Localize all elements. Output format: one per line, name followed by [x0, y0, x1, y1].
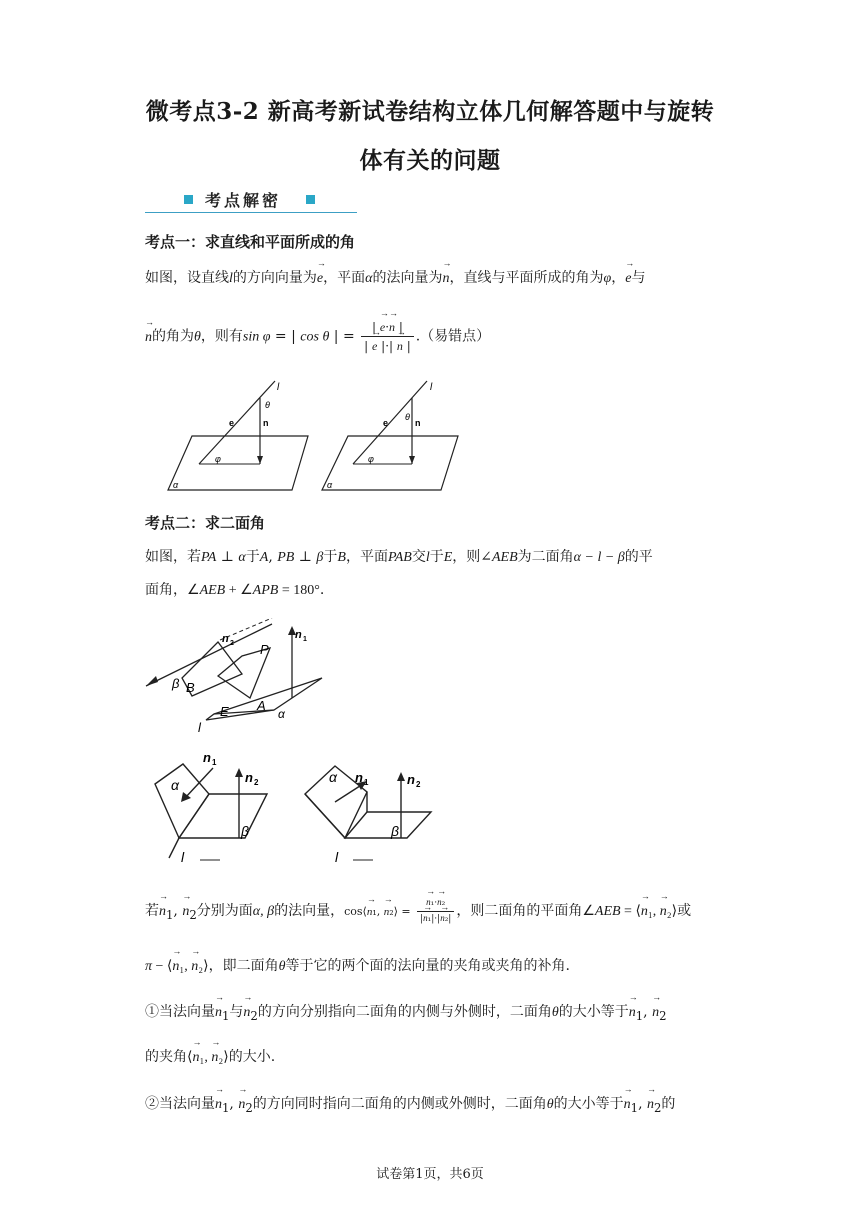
svg-text:2: 2	[230, 640, 234, 647]
svg-text:n: n	[203, 750, 211, 765]
paragraph-3-line-1: 若→ $n_1$, → $n_2$分别为面α, β的法向量，cos⟨→ n₁, → n₂⟩ = → $\frac{\text{n₁·→ n₂}}{\text{|→ n₁|·|→ n₂|}}$ ，则二面角的平面角∠AEB = ⟨→ n₁, → n₂⟩或	[145, 896, 725, 926]
svg-text:1: 1	[364, 778, 369, 787]
svg-text:l: l	[430, 382, 433, 393]
section-banner-underline	[145, 212, 357, 213]
svg-text:E: E	[220, 704, 229, 719]
svg-text:n: n	[245, 770, 253, 785]
svg-text:β: β	[241, 823, 249, 839]
page-footer: 试卷第1页，共6页	[376, 1167, 484, 1182]
svg-text:n: n	[407, 772, 415, 787]
svg-text:l: l	[277, 382, 280, 393]
svg-text:θ: θ	[405, 412, 410, 422]
heading-point-1: 考点一：求直线和平面所成的角	[145, 233, 356, 251]
svg-text:n: n	[295, 629, 302, 641]
svg-text:1: 1	[212, 758, 217, 767]
svg-text:θ: θ	[265, 400, 270, 410]
svg-text:l: l	[198, 720, 201, 735]
svg-text:α: α	[171, 777, 179, 793]
svg-text:e: e	[383, 418, 389, 428]
svg-text:A: A	[257, 698, 266, 713]
page-title-line1: 微考点3-2 新高考新试卷结构立体几何解答题中与旋转	[145, 98, 715, 125]
banner-square-left	[184, 195, 193, 204]
banner-square-right	[306, 195, 315, 204]
paragraph-1-line-2: → n的角为θ，则有sin φ = | cos θ | = $\frac{| \to e\cdot\to n |}{| \to e |\cdot| \to n |}$ .（易错点）	[145, 318, 725, 355]
svg-text:B: B	[186, 680, 195, 695]
paragraph-2-line-2: 面角，∠AEB + ∠APB = 180°.	[145, 582, 325, 598]
svg-text:α: α	[278, 707, 285, 721]
svg-text:β: β	[172, 676, 180, 691]
figure-dihedral-angle	[142, 618, 332, 736]
svg-text:l: l	[335, 849, 339, 865]
svg-text:α: α	[329, 769, 337, 785]
svg-text:n: n	[263, 418, 269, 428]
svg-text:φ: φ	[368, 454, 374, 464]
section-banner-title: 考点解密	[205, 191, 282, 210]
heading-point-2: 考点二：求二面角	[145, 514, 266, 532]
svg-text:e: e	[229, 418, 235, 428]
svg-text:β: β	[391, 823, 399, 839]
svg-text:n: n	[355, 770, 363, 785]
paragraph-5-line-1: ②当法向量→ $n_1$, → $n_2$的方向同时指向二面角的内侧或外侧时，二面角θ的大小等于→ $n_1$, → $n_2$的	[145, 1094, 725, 1117]
svg-text:1: 1	[303, 636, 307, 643]
svg-text:2: 2	[416, 780, 421, 789]
paragraph-3-line-2: π − ⟨→ n₁, → n₂⟩，即二面角θ等于它的两个面的法向量的夹角或夹角的补角.	[145, 956, 725, 977]
svg-text:α: α	[173, 480, 179, 490]
svg-text:α: α	[327, 480, 333, 490]
svg-text:2: 2	[254, 778, 259, 787]
figure-normal-vectors	[145, 746, 445, 868]
figure-line-plane-angle	[165, 378, 465, 496]
page-title-line2: 体有关的问题	[359, 147, 501, 174]
paragraph-2-line-1: 如图，若PA ⊥ α于A, PB ⊥ β于B，平面PAB交l于E，则∠AEB为二面角α − l − β的平	[145, 549, 653, 565]
paragraph-4-line-2: 的夹角⟨→ n₁, → n₂⟩的大小.	[145, 1047, 725, 1068]
svg-text:l: l	[181, 849, 185, 865]
paragraph-1-line-1: 如图，设直线l的方向向量为→ e，平面α的法向量为→ n，直线与平面所成的角为φ，→ e与	[145, 268, 725, 289]
svg-text:n: n	[415, 418, 421, 428]
formula-fraction: $\frac{| \to e\cdot\to n |}{| \to e |\cdot| \to n |}$	[361, 318, 414, 355]
paragraph-4-line-1: ①当法向量→ $n_1$与→ $n_2$的方向分别指向二面角的内侧与外侧时，二面角θ的大小等于→ $n_1$, → $n_2$	[145, 1002, 725, 1025]
svg-text:P: P	[260, 642, 269, 657]
svg-text:φ: φ	[215, 454, 221, 464]
svg-text:n: n	[222, 633, 229, 645]
